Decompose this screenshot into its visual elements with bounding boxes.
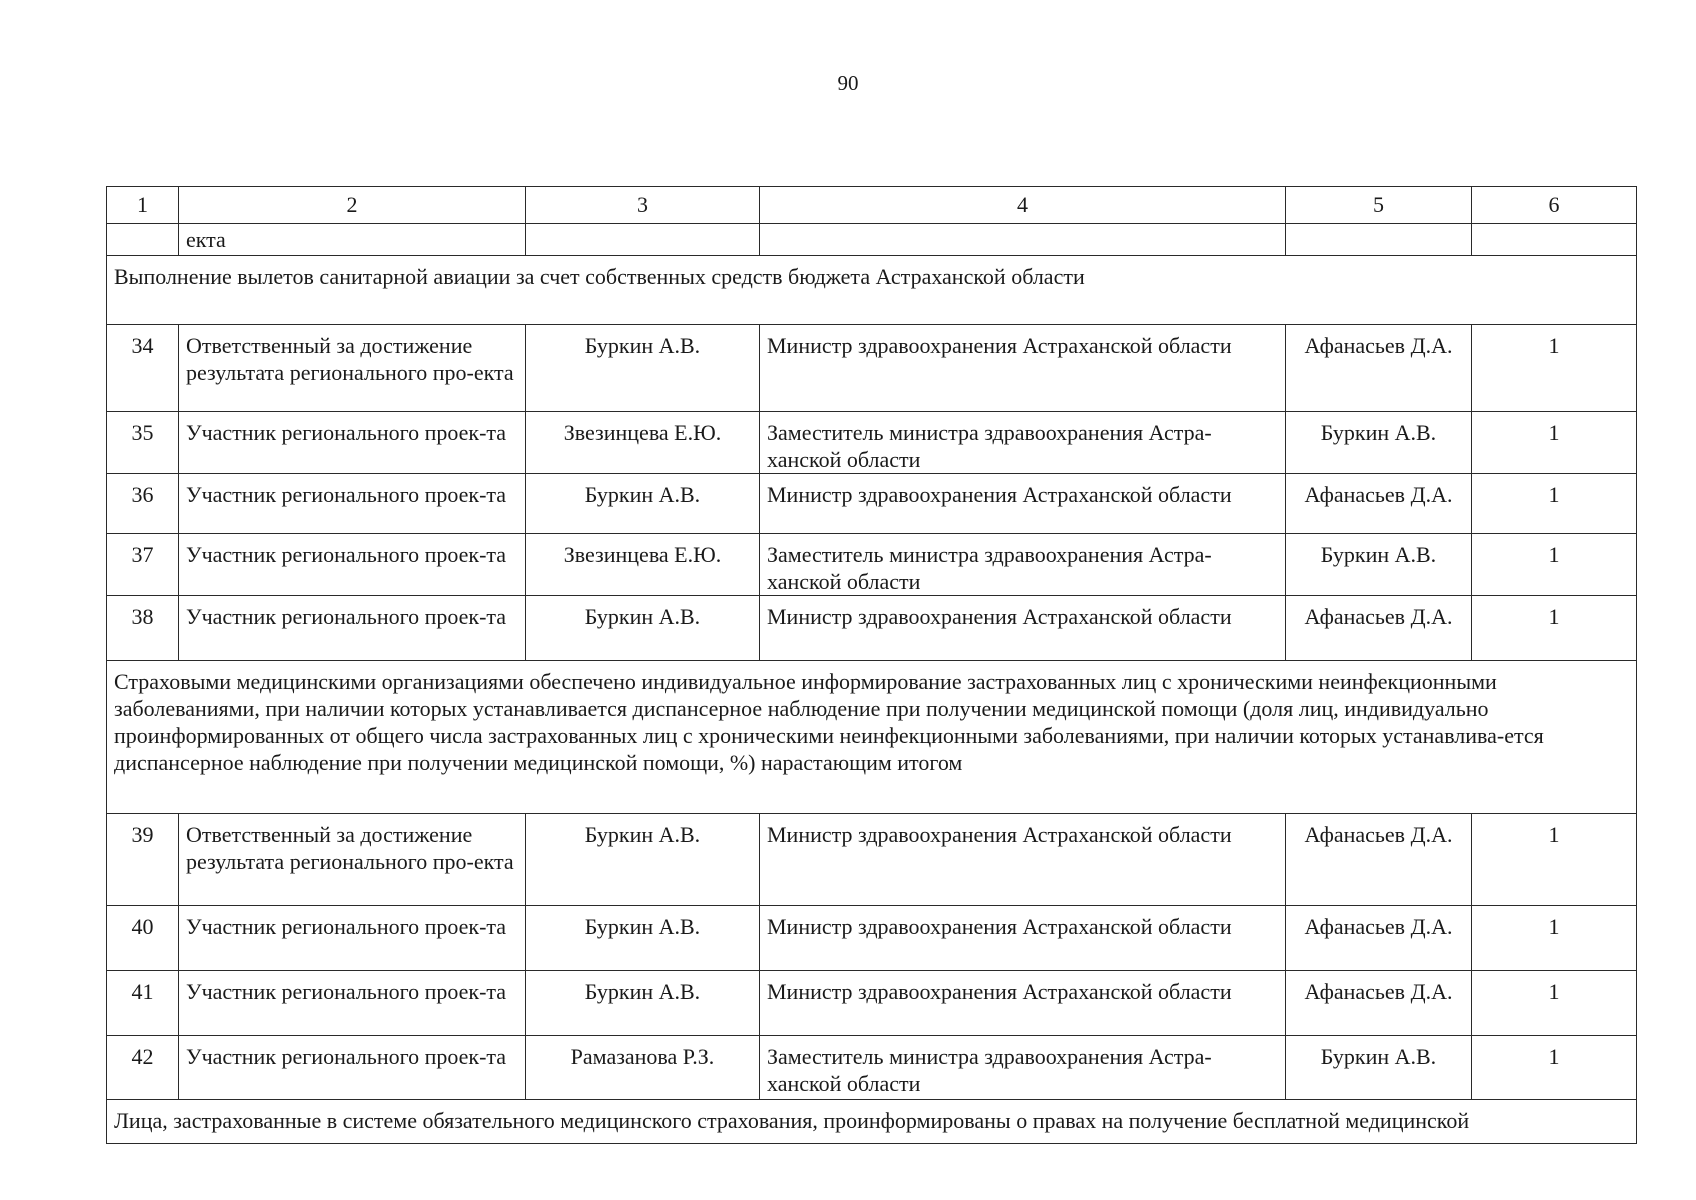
cell-num: 41 (107, 971, 179, 1036)
cell-person: Звезинцева Е.Ю. (526, 534, 760, 596)
cell-employment: 1 (1472, 474, 1637, 534)
cell-person: Буркин А.В. (526, 474, 760, 534)
cell-employment: 1 (1472, 814, 1637, 906)
cell-num: 36 (107, 474, 179, 534)
cell-person (526, 224, 760, 256)
section-heading-row (107, 256, 1637, 325)
section-heading-row (107, 1100, 1637, 1144)
cell-supervisor: Буркин А.В. (1286, 412, 1472, 474)
cell-employment: 1 (1472, 596, 1637, 661)
table-row (107, 534, 1637, 596)
cell-employment: 1 (1472, 1036, 1637, 1100)
participants-table (106, 186, 1637, 1144)
cell-num: 42 (107, 1036, 179, 1100)
cell-supervisor: Афанасьев Д.А. (1286, 906, 1472, 971)
cell-employment: 1 (1472, 325, 1637, 412)
cell-position: Заместитель министра здравоохранения Астра-ханской области (760, 534, 1286, 596)
page-number: 90 (837, 71, 859, 95)
column-number: 6 (1472, 187, 1637, 224)
table-row (107, 1036, 1637, 1100)
column-number: 2 (179, 187, 526, 224)
section-heading-row (107, 661, 1637, 814)
cell-supervisor: Афанасьев Д.А. (1286, 474, 1472, 534)
cell-num: 38 (107, 596, 179, 661)
cell-employment (1472, 224, 1637, 256)
cell-role: Участник регионального проек-та (179, 906, 526, 971)
table-row (107, 596, 1637, 661)
cell-position: Министр здравоохранения Астраханской области (760, 971, 1286, 1036)
table-row (107, 325, 1637, 412)
cell-person: Буркин А.В. (526, 814, 760, 906)
table-row (107, 971, 1637, 1036)
cell-person: Буркин А.В. (526, 596, 760, 661)
cell-employment: 1 (1472, 412, 1637, 474)
table-row (107, 474, 1637, 534)
cell-employment: 1 (1472, 534, 1637, 596)
section-heading: Страховыми медицинскими организациями обеспечено индивидуальное информирование застрахованных лиц с хроническими неинфекционными заболеваниями, при наличии которых устанавливается диспансерное наблюдение при получении медицинской помощи (доля лиц, индивидуально проинформированных от общего числа застрахованных лиц с хроническими неинфекционными заболеваниями, при наличии которых устанавлива-ется диспансерное наблюдение при получении медицинской помощи, %) нарастающим итогом (107, 661, 1637, 814)
cell-supervisor: Афанасьев Д.А. (1286, 325, 1472, 412)
cell-position: Министр здравоохранения Астраханской области (760, 325, 1286, 412)
cell-supervisor: Афанасьев Д.А. (1286, 596, 1472, 661)
cell-num (107, 224, 179, 256)
cell-num: 40 (107, 906, 179, 971)
cell-role: Участник регионального проек-та (179, 971, 526, 1036)
cell-role: Участник регионального проек-та (179, 534, 526, 596)
cell-position: Заместитель министра здравоохранения Астра-ханской области (760, 1036, 1286, 1100)
cell-person: Звезинцева Е.Ю. (526, 412, 760, 474)
section-heading: Лица, застрахованные в системе обязательного медицинского страхования, проинформированы о правах на получение бесплатной медицинской (107, 1100, 1637, 1144)
cell-role: Ответственный за достижение результата регионального про-екта (179, 814, 526, 906)
cell-role: Ответственный за достижение результата регионального про-екта (179, 325, 526, 412)
column-number: 4 (760, 187, 1286, 224)
cell-supervisor: Буркин А.В. (1286, 1036, 1472, 1100)
cell-employment: 1 (1472, 906, 1637, 971)
cell-num: 37 (107, 534, 179, 596)
continuation-row (107, 224, 1637, 256)
cell-num: 39 (107, 814, 179, 906)
cell-person: Буркин А.В. (526, 906, 760, 971)
cell-position: Заместитель министра здравоохранения Астра-ханской области (760, 412, 1286, 474)
cell-position: Министр здравоохранения Астраханской области (760, 474, 1286, 534)
column-number: 5 (1286, 187, 1472, 224)
cell-employment: 1 (1472, 971, 1637, 1036)
table-row (107, 814, 1637, 906)
cell-position (760, 224, 1286, 256)
cell-position: Министр здравоохранения Астраханской области (760, 814, 1286, 906)
table-body (107, 187, 1637, 1144)
table-row (107, 906, 1637, 971)
column-number: 3 (526, 187, 760, 224)
cell-position: Министр здравоохранения Астраханской области (760, 596, 1286, 661)
cell-role: Участник регионального проек-та (179, 596, 526, 661)
column-number-row (107, 187, 1637, 224)
cell-person: Буркин А.В. (526, 325, 760, 412)
cell-role: екта (179, 224, 526, 256)
section-heading: Выполнение вылетов санитарной авиации за счет собственных средств бюджета Астраханской области (107, 256, 1637, 325)
column-number: 1 (107, 187, 179, 224)
cell-person: Буркин А.В. (526, 971, 760, 1036)
cell-position: Министр здравоохранения Астраханской области (760, 906, 1286, 971)
cell-role: Участник регионального проек-та (179, 474, 526, 534)
cell-role: Участник регионального проек-та (179, 1036, 526, 1100)
table-row (107, 412, 1637, 474)
cell-supervisor (1286, 224, 1472, 256)
cell-supervisor: Афанасьев Д.А. (1286, 971, 1472, 1036)
cell-person: Рамазанова Р.З. (526, 1036, 760, 1100)
cell-supervisor: Буркин А.В. (1286, 534, 1472, 596)
cell-num: 35 (107, 412, 179, 474)
cell-supervisor: Афанасьев Д.А. (1286, 814, 1472, 906)
cell-role: Участник регионального проек-та (179, 412, 526, 474)
cell-num: 34 (107, 325, 179, 412)
